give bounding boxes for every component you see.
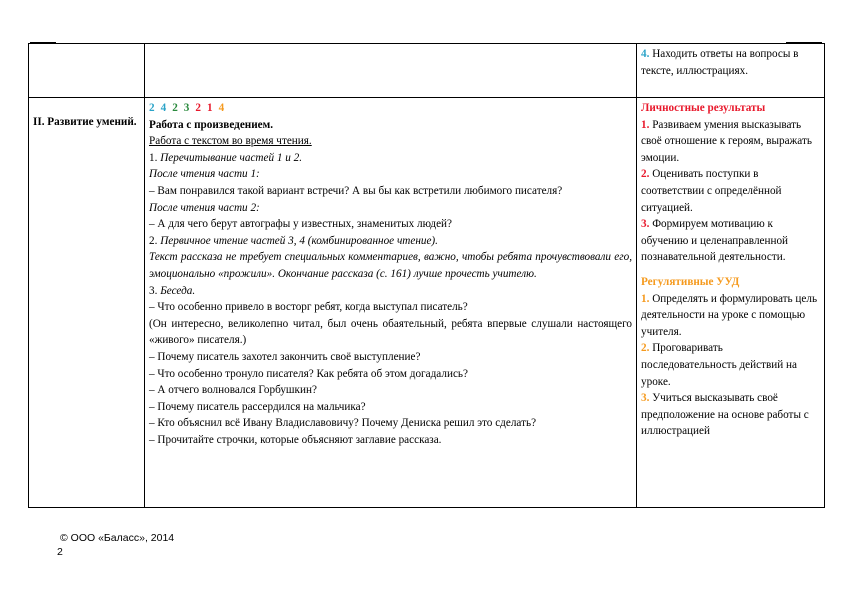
copyright-footer: © ООО «Баласс», 2014 <box>60 532 175 544</box>
discussion-line: – Почему писатель захотел закончить своё выступление? <box>149 350 421 363</box>
page-number: 2 <box>57 546 63 558</box>
item-text: Первичное чтение частей 3, 4 (комбинированное чтение). <box>160 234 438 247</box>
result-number: 4. <box>641 48 650 60</box>
item-text: Перечитывание частей 1 и 2. <box>160 151 303 164</box>
code-number: 2 <box>195 102 201 114</box>
result-number: 2. <box>641 342 650 355</box>
regulative-result <box>641 340 820 390</box>
personal-results-heading: Личностные результаты <box>641 102 766 114</box>
table-row <box>29 44 825 98</box>
personal-result <box>641 166 820 216</box>
code-number: 2 <box>149 102 155 114</box>
after-part-1: После чтения части 1: <box>149 168 260 181</box>
item-1 <box>149 150 632 167</box>
discussion-line: (Он интересно, великолепно читал, был очень обаятельный, ребята впервые слушали настоящего «живого» писателя.) <box>149 317 632 347</box>
regulative-result <box>641 291 820 341</box>
after-part-2: После чтения части 2: <box>149 201 260 214</box>
personal-result <box>641 117 820 167</box>
discussion-line: – Что особенно тронуло писателя? Как ребята об этом догадались? <box>149 367 468 380</box>
work-heading: Работа с произведением. <box>149 118 274 131</box>
code-number: 3 <box>183 102 190 114</box>
result-text: Находить ответы на вопросы в тексте, иллюстрациях. <box>641 48 799 77</box>
color-number-codes <box>149 100 632 117</box>
result-text: Формируем мотивацию к обучению и целенаправленной познавательной деятельности. <box>641 218 789 264</box>
item-2 <box>149 233 632 250</box>
item-3 <box>149 283 632 300</box>
work-subheading: Работа с текстом во время чтения. <box>149 135 312 148</box>
code-number: 4 <box>218 102 225 114</box>
regulative-result <box>641 390 820 440</box>
discussion-line: – Что особенно привело в восторг ребят, когда выступал писатель? <box>149 301 468 314</box>
result-number: 3. <box>641 392 650 405</box>
stage-title: II. Развитие умений. <box>33 116 137 128</box>
code-number: 2 <box>172 102 178 114</box>
discussion-line: – Кто объяснил всё Ивану Владиславовичу? Почему Дениска решил это сделать? <box>149 417 537 430</box>
discussion-line: – Почему писатель рассердился на мальчика? <box>149 400 366 413</box>
teacher-note: Текст рассказа не требует специальных комментариев, важно, чтобы ребята прочувствовали его, эмоционально «прожили». Окончание рассказа (с. 161) лучше прочесть учителю. <box>149 251 632 280</box>
result-number: 2. <box>641 168 650 181</box>
result-text: Проговаривать последовательность действий на уроке. <box>641 342 797 388</box>
results-cell <box>637 44 825 98</box>
regulative-heading: Регулятивные УУД <box>641 275 740 288</box>
code-number: 4 <box>160 102 167 114</box>
item-text: Беседа. <box>160 284 196 297</box>
result-text: Учиться высказывать своё предположение на основе работы с иллюстрацией <box>641 392 809 438</box>
question-2: – А для чего берут автографы у известных, знаменитых людей? <box>149 218 453 231</box>
discussion-line: – А отчего волновался Горбушкин? <box>149 384 317 397</box>
item-number: 1. <box>149 151 158 164</box>
stage-cell <box>29 98 145 508</box>
question-1: – Вам понравился такой вариант встречи? А вы бы как встретили любимого писателя? <box>149 184 563 197</box>
result-text: Развиваем умения высказывать своё отношение к героям, выражать эмоции. <box>641 118 812 164</box>
result-number: 1. <box>641 118 650 131</box>
discussion-line: – Прочитайте строчки, которые объясняют заглавие рассказа. <box>149 433 442 446</box>
content-cell <box>145 98 637 508</box>
results-cell <box>637 98 825 508</box>
content-cell <box>145 44 637 98</box>
result-text: Оценивать поступки в соответствии с определённой ситуацией. <box>641 168 782 214</box>
stage-cell <box>29 44 145 98</box>
table-row <box>29 98 825 508</box>
code-number: 1 <box>206 102 213 114</box>
item-number: 3. <box>149 284 158 297</box>
result-number: 3. <box>641 218 650 231</box>
personal-result <box>641 216 820 266</box>
result-number: 1. <box>641 292 650 305</box>
item-number: 2. <box>149 234 158 247</box>
lesson-table <box>28 43 825 508</box>
result-text: Определять и формулировать цель деятельности на уроке с помощью учителя. <box>641 292 818 338</box>
